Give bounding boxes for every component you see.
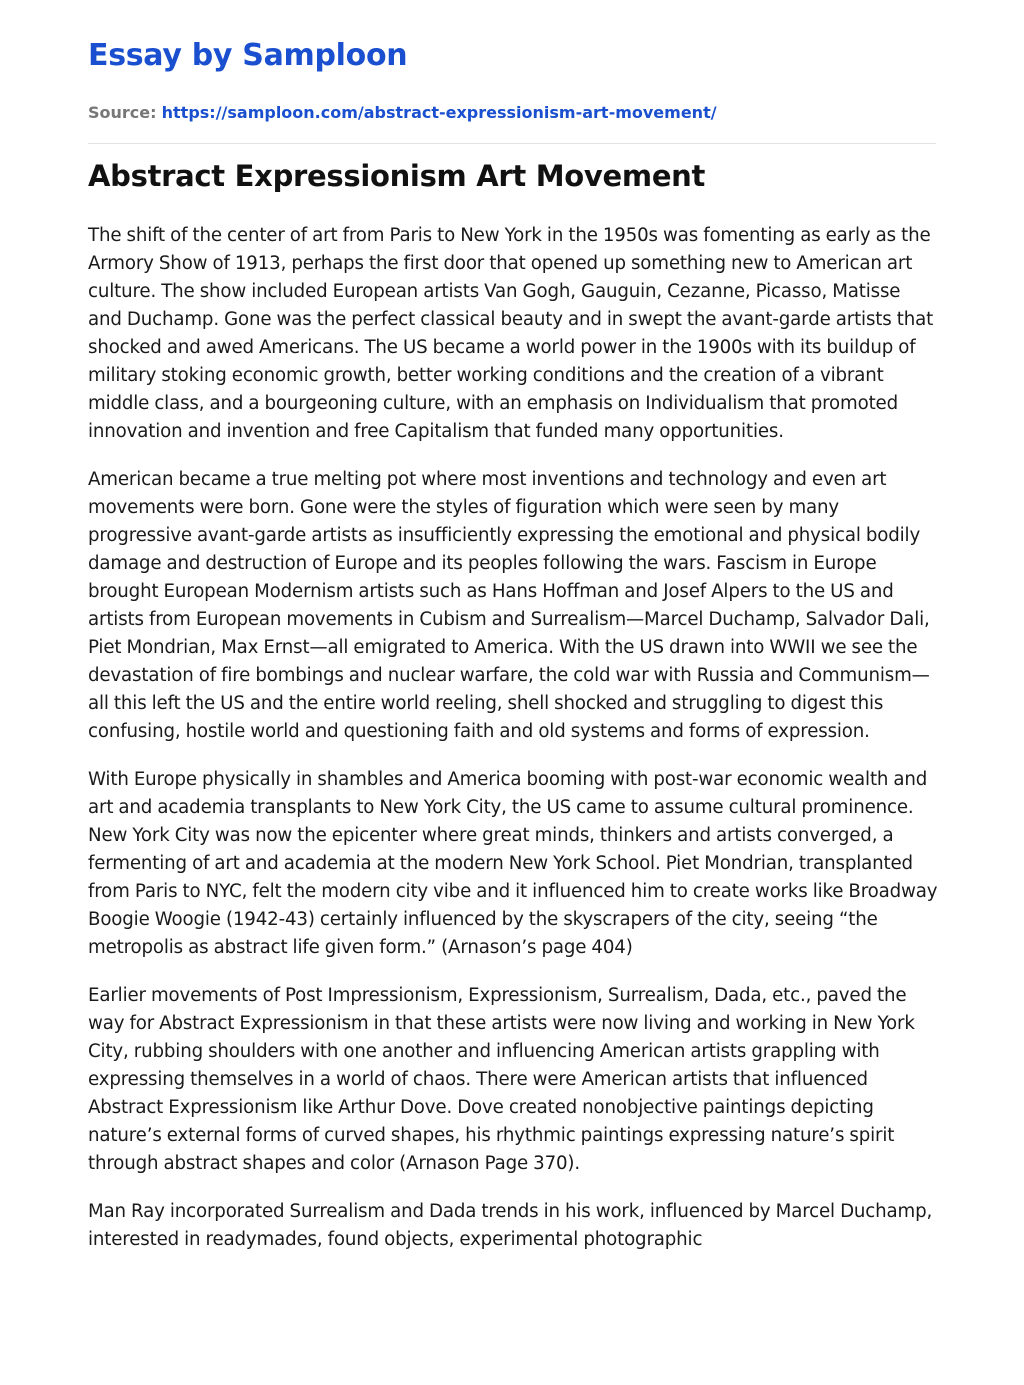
article-paragraph: The shift of the center of art from Paris to New York in the 1950s was fomenting as early as the Armory Show of 1913, perhaps the first door that opened up something new to American art culture. The show included European artists Van Gogh, Gauguin, Cezanne, Picasso, Matisse and Duchamp. Gone was the perfect classical beauty and in swept the avant-garde artists that shocked and awed Americans. The US became a world power in the 1900s with its buildup of military stoking economic growth, better working conditions and the creation of a vibrant middle class, and a bourgeoning culture, with an emphasis on Individualism that promoted innovation and invention and free Capitalism that funded many opportunities. bbox=[88, 225, 934, 442]
source-link[interactable]: https://samploon.com/abstract-expressionism-art-movement/ bbox=[161, 103, 717, 122]
article-paragraph: Man Ray incorporated Surrealism and Dada trends in his work, influenced by Marcel Duchamp, interested in readymades, found objects, experimental photographic bbox=[88, 1201, 933, 1250]
article-title: Abstract Expressionism Art Movement bbox=[88, 159, 706, 193]
article-paragraph: American became a true melting pot where most inventions and technology and even art movements were born. Gone were the styles of figuration which were seen by many progressive avant-garde artists as insufficiently expressing the emotional and physical bodily damage and destruction of Europe and its peoples following the wars. Fascism in Europe brought European Modernism artists such as Hans Hoffman and Josef Alpers to the US and artists from European movements in Cubism and Surrealism—Marcel Duchamp, Salvador Dali, Piet Mondrian, Max Ernst—all emigrated to America. With the US drawn into WWII we see the devastation of fire bombings and nuclear warfare, the cold war with Russia and Communism—all this left the US and the entire world reeling, shell shocked and struggling to digest this confusing, hostile world and questioning faith and old systems and forms of expression. bbox=[88, 469, 930, 742]
article-body bbox=[88, 222, 938, 1274]
source-line bbox=[88, 101, 717, 125]
article-paragraph: With Europe physically in shambles and America booming with post-war economic wealth and art and academia transplants to New York City, the US came to assume cultural prominence. New York City was now the epicenter where great minds, thinkers and artists converged, a fermenting of art and academia at the modern New York School. Piet Mondrian, transplanted from Paris to NYC, felt the modern city vibe and it influenced him to create works like Broadway Boogie Woogie (1942-43) certainly influenced by the skyscrapers of the city, seeing “the metropolis as abstract life given form.” (Arnason’s page 404) bbox=[88, 769, 938, 958]
source-label: Source: bbox=[88, 103, 157, 122]
site-brand-title: Essay by Samploon bbox=[88, 38, 408, 73]
header-divider bbox=[88, 143, 936, 144]
article-paragraph: Earlier movements of Post Impressionism, Expressionism, Surrealism, Dada, etc., paved the way for Abstract Expressionism in that these artists were now living and working in New York City, rubbing shoulders with one another and influencing American artists grappling with expressing themselves in a world of chaos. There were American artists that influenced Abstract Expressionism like Arthur Dove. Dove created nonobjective paintings depicting nature’s external forms of curved shapes, his rhythmic paintings expressing nature’s spirit through abstract shapes and color (Arnason Page 370). bbox=[88, 985, 915, 1174]
